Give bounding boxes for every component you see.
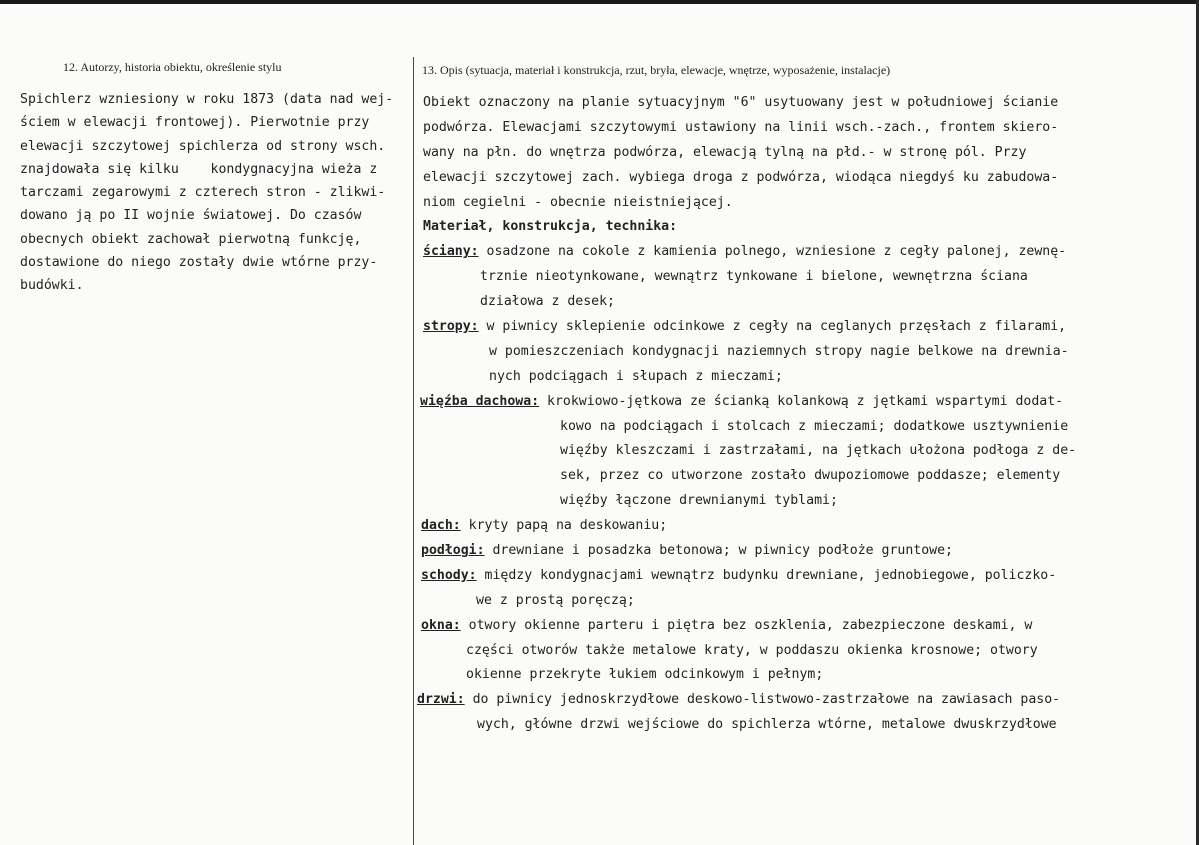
- text-line: wany na płn. do wnętrza podwórza, elewacją tylną na płd.- w stronę pól. Przy: [423, 144, 1027, 160]
- podlogi-line: [421, 539, 1123, 564]
- sciany-line: [423, 240, 1123, 265]
- header-left: 12. Autorzy, historia obiektu, określenie stylu: [63, 60, 282, 74]
- text-line: elewacji szczytowej spichlerza od strony wsch.: [20, 138, 386, 154]
- text-line: części otworów także metalowe kraty, w poddaszu okienka krosnowe; otwory: [466, 642, 1038, 658]
- description-text: [417, 91, 1123, 738]
- schody-label: schody:: [421, 567, 477, 583]
- wiezba-text: krokwiowo-jętkowa ze ścianką kolankową z jętkami wspartymi dodat-: [539, 393, 1064, 409]
- text-line: wych, główne drzwi wejściowe do spichlerza wtórne, metalowe dwuskrzydłowe: [477, 717, 1057, 733]
- material-heading: Materiał, konstrukcja, technika:: [423, 219, 678, 235]
- text-line: budówki.: [20, 278, 84, 294]
- okna-line: [421, 614, 1123, 639]
- header-right: 13. Opis (sytuacja, materiał i konstrukcja, rzut, bryła, elewacje, wnętrze, wyposażenie, instalacje): [422, 63, 891, 77]
- text-line: ściem w elewacji frontowej). Pierwotnie przy: [20, 115, 370, 131]
- text-line: nych podciągach i słupach z mieczami;: [489, 368, 783, 384]
- column-divider: [413, 57, 414, 845]
- stropy-label: stropy:: [423, 319, 479, 335]
- wiezba-line: [420, 390, 1123, 415]
- sciany-label: ściany:: [423, 244, 479, 260]
- text-line: okienne przekryte łukiem odcinkowym i pełnym;: [466, 667, 824, 683]
- text-line: kowo na podciągach i stolcach z mieczami; dodatkowe usztywnienie: [560, 418, 1069, 434]
- okna-text: otwory okienne parteru i piętra bez oszklenia, zabezpieczone deskami, w: [460, 617, 1033, 633]
- podlogi-label: podłogi:: [421, 543, 485, 559]
- text-line: znajdowała się kilku kondygnacyjna wieża z: [20, 161, 378, 177]
- text-line: obecnych obiekt zachował pierwotną funkcję,: [20, 231, 362, 247]
- text-line: elewacji szczytowej zach. wybiega droga z podwórza, wiodąca niegdyś ku zabudowa-: [423, 169, 1059, 185]
- text-line: więźby łączone drewnianymi tyblami;: [560, 493, 838, 509]
- text-line: Spichlerz wzniesiony w roku 1873 (data nad wej-: [20, 92, 394, 107]
- text-line: dowano ją po II wojnie światowej. Do czasów: [20, 208, 362, 224]
- text-line: Obiekt oznaczony na planie sytuacyjnym "6" usytuowany jest w południowej ścianie: [423, 95, 1059, 110]
- sciany-text: osadzone na cokole z kamienia polnego, wzniesione z cegły palonej, zewnę-: [478, 244, 1067, 260]
- podlogi-text: drewniane i posadzka betonowa; w piwnicy podłoże gruntowe;: [484, 543, 953, 559]
- dach-line: [421, 514, 1123, 539]
- history-text: [20, 88, 412, 298]
- stropy-line: [423, 315, 1123, 340]
- text-line: podwórza. Elewacjami szczytowymi ustawiony na linii wsch.-zach., frontem skiero-: [423, 119, 1059, 135]
- drzwi-label: drzwi:: [417, 692, 465, 708]
- drzwi-line: [417, 688, 1123, 713]
- dach-label: dach:: [421, 518, 461, 534]
- drzwi-text: do piwnicy jednoskrzydłowe deskowo-listwowo-zastrzałowe na zawiasach paso-: [464, 692, 1061, 708]
- text-line: dostawione do niego zostały dwie wtórne przy-: [20, 255, 378, 271]
- text-line: tarczami zegarowymi z czterech stron - zlikwi-: [20, 185, 386, 201]
- dach-text: kryty papą na deskowaniu;: [460, 518, 668, 534]
- text-line: trznie nieotynkowane, wewnątrz tynkowane i bielone, wewnętrzna ściana: [480, 269, 1028, 285]
- text-line: sek, przez co utworzone zostało dwupoziomowe poddasze; elementy: [560, 468, 1061, 484]
- scan-edge-top: [0, 0, 1199, 4]
- text-line: we z prostą poręczą;: [476, 592, 635, 608]
- text-line: działowa z desek;: [480, 294, 615, 310]
- text-line: więźby kleszczami i zastrzałami, na jętkach ułożona podłoga z de-: [560, 443, 1077, 459]
- okna-label: okna:: [421, 617, 461, 633]
- wiezba-label: więźba dachowa:: [420, 393, 540, 409]
- stropy-text: w piwnicy sklepienie odcinkowe z cegły na ceglanych przęsłach z filarami,: [478, 319, 1067, 335]
- schody-text: między kondygnacjami wewnątrz budynku drewniane, jednobiegowe, policzko-: [476, 567, 1057, 583]
- text-line: niom cegielni - obecnie nieistniejącej.: [423, 194, 733, 210]
- text-line: w pomieszczeniach kondygnacji naziemnych stropy nagie belkowe na drewnia-: [489, 343, 1069, 359]
- schody-line: [421, 564, 1123, 589]
